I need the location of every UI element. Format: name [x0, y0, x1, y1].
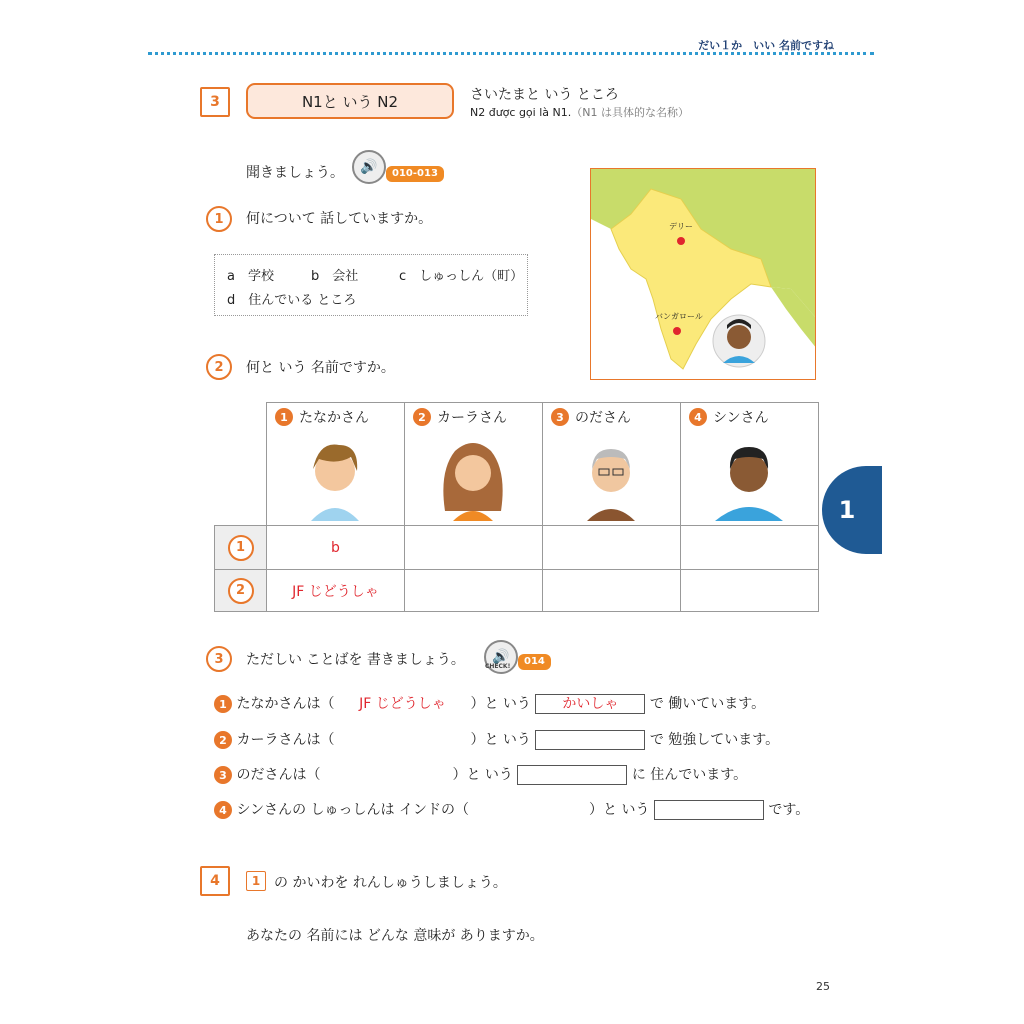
table-row — [215, 570, 819, 612]
india-map — [590, 168, 816, 380]
row-label: 1 — [215, 526, 267, 570]
header-dotted-rule — [148, 52, 874, 55]
map-graphic — [591, 169, 816, 380]
choice-d: d 住んでいる ところ — [227, 293, 357, 308]
question-number: 3 — [206, 646, 232, 672]
person-illustration-noda — [543, 431, 679, 521]
answer-blank[interactable]: JF じどうしゃ — [359, 696, 446, 712]
answer-cell[interactable] — [681, 526, 819, 570]
answer-cell[interactable] — [543, 526, 681, 570]
item-number: 2 — [214, 731, 232, 749]
answer-box[interactable]: かいしゃ — [535, 694, 645, 714]
fill-item: 1 たなかさんは（ JF じどうしゃ ）と いう かいしゃ で 働いています。 — [214, 693, 765, 714]
fill-item: 4 シンさんの しゅっしんは インドの（ ）と いう です。 — [214, 799, 809, 820]
check-label: CHECK! — [485, 663, 511, 670]
choice-c: c しゅっしん（町） — [399, 269, 524, 284]
audio-track-badge: 010-013 — [386, 166, 444, 182]
section4-instruction: の かいわを れんしゅうしましょう。 — [274, 875, 507, 891]
answer-box[interactable] — [535, 730, 645, 750]
pattern-example: さいたまと いう ところ — [470, 87, 619, 103]
answer-cell[interactable] — [405, 526, 543, 570]
answer-box[interactable] — [517, 765, 627, 785]
pattern-note: （N1 は具体的な名称） — [571, 106, 689, 119]
person-illustration-tanaka — [267, 431, 403, 521]
answer-cell[interactable] — [405, 570, 543, 612]
chapter-tab: 1 — [822, 466, 882, 554]
page-number: 25 — [816, 980, 830, 993]
answer-cell[interactable] — [543, 570, 681, 612]
listen-instruction: 聞きましょう。 — [246, 165, 344, 181]
choices-box — [214, 254, 528, 316]
person-illustration-kara — [405, 431, 541, 521]
question-text: 何と いう 名前ですか。 — [246, 360, 395, 376]
answer-cell[interactable]: JF じどうしゃ — [267, 570, 405, 612]
person-number: 3 — [551, 408, 569, 426]
person-name: カーラさん — [437, 410, 507, 426]
section4-question: あなたの 名前には どんな 意味が ありますか。 — [246, 928, 544, 944]
grammar-pattern: N1と いう N2 — [246, 83, 454, 119]
pattern-translation-vi: N2 được gọi là N1. — [470, 106, 572, 119]
answer-box[interactable] — [654, 800, 764, 820]
audio-track-badge: 014 — [518, 654, 551, 670]
section-number: 3 — [200, 87, 230, 117]
person-number: 1 — [275, 408, 293, 426]
fill-item: 3 のださんは（ ）と いう に 住んでいます。 — [214, 764, 747, 785]
table-row — [215, 403, 819, 526]
answer-cell[interactable]: b — [267, 526, 405, 570]
reference-number: 1 — [246, 871, 266, 891]
speaker-icon[interactable]: 🔊 — [352, 150, 386, 184]
person-cell — [405, 403, 543, 526]
map-label-delhi: デリー — [669, 222, 693, 231]
person-name: シンさん — [713, 410, 769, 426]
person-cell — [681, 403, 819, 526]
person-name: たなかさん — [299, 410, 369, 426]
pattern-translation — [470, 104, 689, 120]
item-number: 3 — [214, 766, 232, 784]
section-number: 4 — [200, 866, 230, 896]
map-label-bangalore: バンガロール — [655, 312, 703, 321]
person-number: 2 — [413, 408, 431, 426]
person-illustration-shin — [681, 431, 817, 521]
row-label: 2 — [215, 570, 267, 612]
question-text: ただしい ことばを 書きましょう。 — [246, 652, 465, 668]
question-text: 何について 話していますか。 — [246, 211, 433, 227]
table-row — [215, 526, 819, 570]
question-number: 1 — [206, 206, 232, 232]
item-number: 4 — [214, 801, 232, 819]
header-title: だい１か いい 名前ですね — [698, 39, 834, 52]
answer-cell[interactable] — [681, 570, 819, 612]
question-number: 2 — [206, 354, 232, 380]
item-number: 1 — [214, 695, 232, 713]
fill-item: 2 カーラさんは（ ）と いう で 勉強しています。 — [214, 729, 779, 750]
person-number: 4 — [689, 408, 707, 426]
answer-table — [214, 402, 819, 612]
speaker-icon[interactable]: 🔊 — [484, 640, 518, 674]
choice-b: b 会社 — [311, 269, 359, 284]
choice-a: a 学校 — [227, 269, 274, 284]
person-cell — [267, 403, 405, 526]
person-cell — [543, 403, 681, 526]
person-name: のださん — [575, 410, 631, 426]
